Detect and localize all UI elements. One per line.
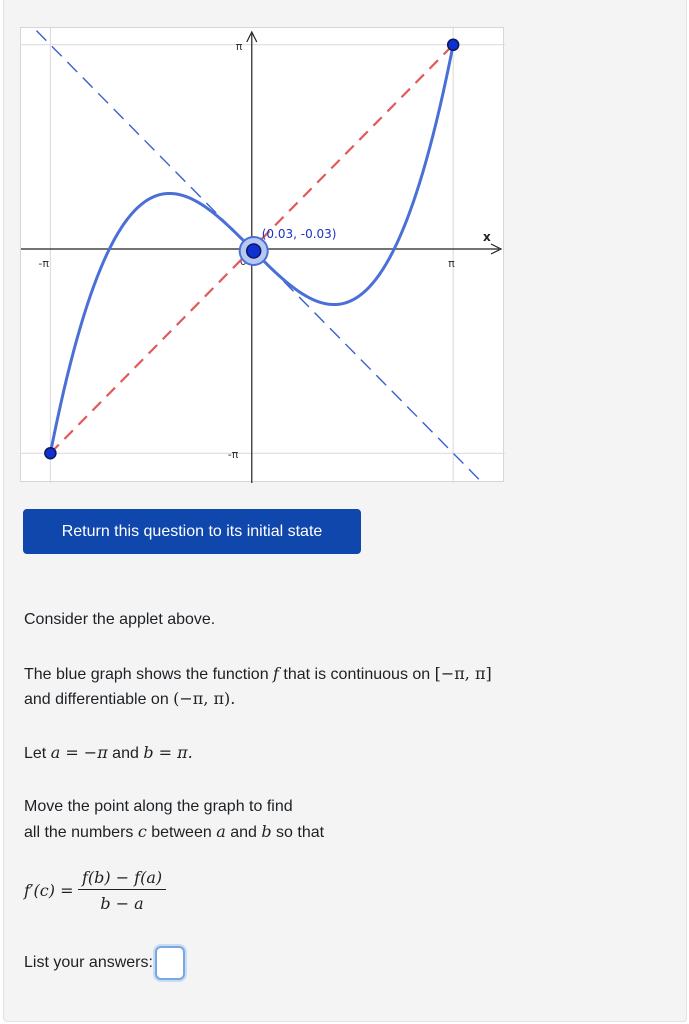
so-that: so that <box>271 824 325 841</box>
x-tick-label-pi: π <box>448 257 455 270</box>
between-word: between <box>146 824 217 841</box>
fraction-denominator: b − a <box>100 894 144 913</box>
x-tick-label-neg-pi: -π <box>38 257 49 270</box>
and-word-2: and <box>225 824 262 841</box>
question-panel <box>3 0 687 1022</box>
movable-point <box>247 244 261 258</box>
open-interval: (−π, π). <box>173 689 236 708</box>
list-answers-label: List your answers: <box>24 954 153 972</box>
fraction-numerator: f(b) − f(a) <box>78 868 166 890</box>
and-word: and <box>107 745 144 762</box>
diff-prefix: and differentiable on <box>24 691 174 708</box>
answer-row <box>24 946 185 980</box>
difference-quotient <box>78 868 166 913</box>
reset-question-button[interactable]: Return this question to its initial state <box>23 509 361 554</box>
b-equation: b = π. <box>143 743 193 762</box>
mvt-graph[interactable] <box>21 28 505 483</box>
consider-text: Consider the applet above. <box>24 611 216 628</box>
math-a: a <box>216 822 226 841</box>
a-equation: a = −π <box>50 743 108 762</box>
function-description-line1 <box>24 662 492 687</box>
let-prefix: Let <box>24 745 51 762</box>
instr-prefix: all the numbers <box>24 824 138 841</box>
x-axis-label: x <box>483 230 491 244</box>
movable-point-label: (0.03, -0.03) <box>261 226 337 241</box>
closed-interval: [−π, π] <box>434 664 492 683</box>
endpoint-a <box>45 448 56 459</box>
desc-prefix: The blue graph shows the function <box>24 666 274 683</box>
y-tick-label-neg-pi: -π <box>227 448 239 462</box>
function-description-line2 <box>24 687 235 712</box>
instruction-line2 <box>24 820 324 845</box>
y-tick-label-pi: π <box>235 39 243 53</box>
answer-input[interactable] <box>155 946 185 980</box>
mvt-equation <box>24 868 166 913</box>
instruction-line1: Move the point along the graph to find <box>24 798 293 815</box>
math-b: b <box>261 822 272 841</box>
endpoint-b <box>448 39 459 50</box>
geogebra-applet[interactable] <box>20 27 504 482</box>
math-f: f <box>273 664 279 683</box>
desc-mid: that is continuous on <box>278 666 435 683</box>
derivative-lhs: f′(c) = <box>24 881 74 900</box>
math-c: c <box>137 822 147 841</box>
let-statement <box>24 741 193 766</box>
